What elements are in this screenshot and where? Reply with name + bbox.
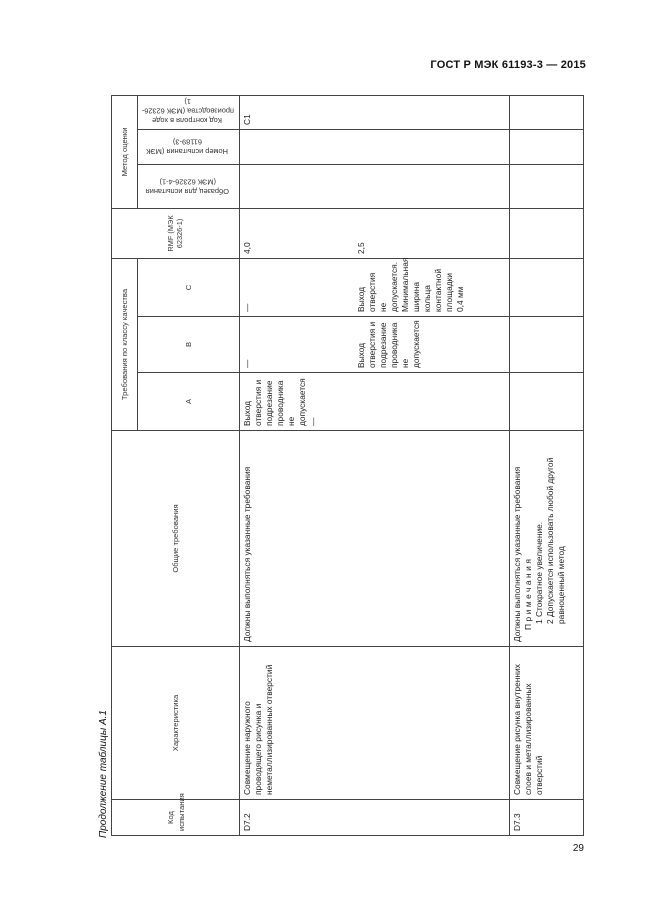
- row2-test-number: [510, 129, 584, 164]
- row2-rmf: [510, 208, 584, 258]
- row2-class-b: [510, 317, 584, 373]
- header-code-text: Код испытания: [165, 793, 186, 831]
- row1-sample: [240, 164, 510, 208]
- row1-characteristic: Совмещение наружного проводящего рисунка и неметаллизированных отверстий: [240, 647, 510, 800]
- row1-class-b-text: Выход отверстия и подрезание проводника не допускается: [356, 320, 421, 368]
- header-class-c: [138, 258, 240, 316]
- row2-general-text: Должны выполняться указанные требования: [512, 466, 522, 642]
- header-class-a: [138, 373, 240, 431]
- header-sample: [138, 164, 240, 208]
- row1-class-a-dash: —: [308, 417, 318, 426]
- header-rmf: [112, 208, 240, 258]
- table-row: [510, 95, 584, 835]
- requirements-table: [111, 95, 584, 836]
- header-class-b: [138, 317, 240, 373]
- row1-class-c-dash: —: [242, 303, 252, 312]
- header-code: [112, 793, 240, 836]
- row2-production-control: [510, 95, 584, 129]
- row1-production-control: C1: [240, 95, 510, 129]
- header-rmf-text: RMF (МЭК 62326-1): [165, 215, 185, 252]
- row1-class-a-text: Выход отверстия и подрезание проводника не допускается: [242, 378, 307, 426]
- header-production-control: [138, 95, 240, 129]
- header-test-number: [138, 129, 240, 164]
- row1-rmf-value-2: 2,5: [356, 242, 366, 254]
- row1-general: Должны выполняться указанные требования: [240, 431, 510, 647]
- row2-characteristic: Совмещение рисунка внутренних слоев и металлизированных отверстий: [510, 647, 584, 800]
- header-test-number-text: Номер испытания (МЭК 61189-3): [146, 137, 228, 157]
- row1-class-b: [240, 317, 510, 373]
- row2-note-2: 2 Допускается использовать любой другой равноценный метод: [545, 457, 566, 624]
- header-general-text: Общие требования: [171, 504, 180, 573]
- header-class-c-text: C: [184, 284, 193, 291]
- row1-class-c-text: Выход отверстия не допускается. Минимальная ширина кольца контактной площадки 0,4 мм: [356, 257, 465, 312]
- header-characteristic-text: Характеристика: [171, 694, 180, 752]
- table-row: [240, 95, 510, 835]
- row1-class-a: [240, 373, 510, 431]
- row2-code: D7.3: [510, 800, 584, 836]
- header-class-group-text: Требования по классу качества: [120, 288, 129, 401]
- header-class-a-text: A: [184, 398, 193, 405]
- row1-test-number: [240, 129, 510, 164]
- table-continuation-caption: Продолжение таблицы А.1: [98, 710, 109, 838]
- row1-class-c: [240, 258, 510, 316]
- row2-class-c: [510, 258, 584, 316]
- row1-rmf-value: 4,0: [242, 242, 252, 254]
- header-class-b-text: B: [184, 341, 193, 348]
- row2-note-title: Примечания: [523, 556, 533, 630]
- header-production-control-text: Код контроля в ходе производства (МЭК 62326-1): [140, 97, 234, 125]
- header-sample-text: Образец для испытания (МЭК 62326-4-1): [145, 177, 229, 196]
- row1-rmf: [240, 208, 510, 258]
- row2-class-a: [510, 373, 584, 431]
- header-method-group: [112, 95, 138, 208]
- row2-sample: [510, 164, 584, 208]
- row2-general: [510, 431, 584, 647]
- header-class-group: [112, 258, 138, 430]
- row1-code: D7.2: [240, 800, 510, 836]
- header-characteristic: [112, 647, 240, 800]
- rotated-table-container: [111, 96, 583, 836]
- row1-class-b-dash: —: [242, 359, 252, 368]
- header-method-group-text: Метод оценки: [120, 127, 129, 177]
- header-general: [112, 431, 240, 647]
- document-header: ГОСТ Р МЭК 61193-3 — 2015: [430, 59, 586, 71]
- row2-note-1: 1 Стократное увеличение.: [534, 521, 544, 624]
- page-number: 29: [572, 843, 584, 854]
